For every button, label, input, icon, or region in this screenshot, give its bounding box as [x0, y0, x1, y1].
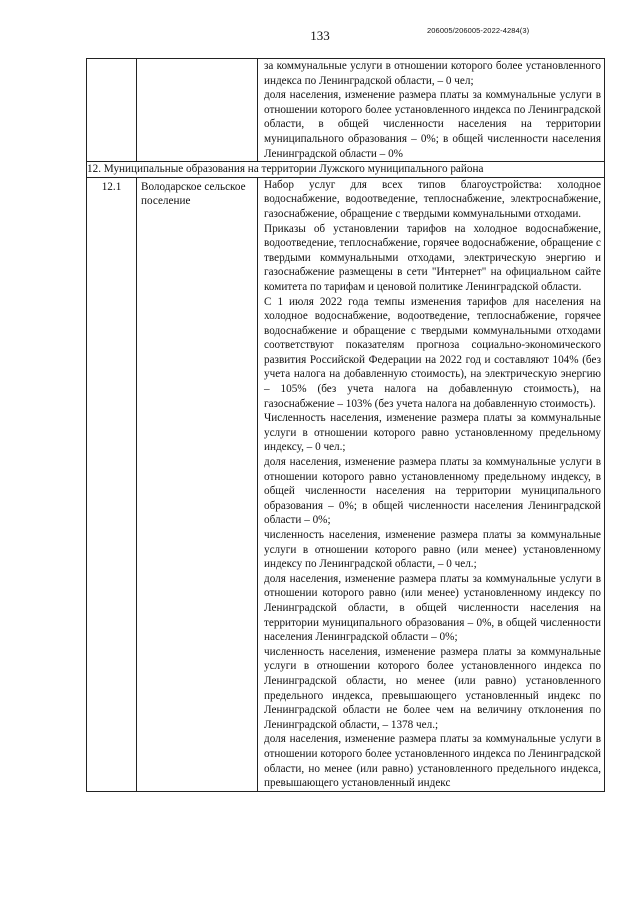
paragraph: доля населения, изменение размера платы за коммунальные услуги в отношении которого равно установленному предельному индексу, в общей численности населения на территории муниципального образования – 0%; в общей численности населения Ленинградской области – 0%;	[264, 456, 601, 527]
cell-continued-text	[258, 59, 605, 162]
row-number: 12.1	[101, 180, 122, 193]
paragraph: доля населения, изменение размера платы за коммунальные услуги в отношении которого более установленного индекса по Ленинградской области, в общей численности населения на территории муниципального образования – 0%; в общей численности населения Ленинградской области – 0%	[264, 89, 601, 160]
paragraph: Набор услуг для всех типов благоустройства: холодное водоснабжение, водоотведение, теплоснабжение, электроснабжение, газоснабжение, обращение с твердыми коммунальными отходами.	[264, 178, 601, 220]
section-heading: 12. Муниципальные образования на территории Лужского муниципального района	[87, 162, 605, 178]
tariff-table	[86, 58, 605, 792]
page-number: 133	[310, 28, 330, 43]
paragraph: Приказы об установлении тарифов на холодное водоснабжение, водоотведение, теплоснабжение, горячее водоснабжение, обращение с твердыми коммунальными отходами, электрическую энергию и газоснабжение размещены в сети "Интернет" на официальном сайте комитета по тарифам и ценовой политике Ленинградской области.	[264, 222, 601, 293]
paragraph: за коммунальные услуги в отношении которого более установленного индекса по Ленинградской области, – 0 чел;	[264, 60, 601, 87]
cell-name-empty	[137, 59, 258, 162]
cell-number	[87, 177, 137, 791]
cell-description	[258, 177, 605, 791]
municipality-name: Володарское сельское поселение	[141, 180, 246, 208]
cell-name	[137, 177, 258, 791]
paragraph: Численность населения, изменение размера платы за коммунальные услуги в отношении которого равно установленному предельному индексу, – 0 чел.;	[264, 412, 601, 454]
paragraph: доля населения, изменение размера платы за коммунальные услуги в отношении которого более установленного индекса по Ленинградской области, но менее (или равно) установленного предельного индекса, превышающего установленный индекс	[264, 733, 601, 790]
paragraph: численность населения, изменение размера платы за коммунальные услуги в отношении которого равно (или менее) установленному индексу по Ленинградской области, – 0 чел.;	[264, 529, 601, 571]
paragraph: численность населения, изменение размера платы за коммунальные услуги в отношении которого более установленного индекса по Ленинградской области, но менее (или равно) установленного предельного индекса, превышающего установленный индекс по Ленинградской области не более чем на величину отклонения по Ленинградской области, – 1378 чел.;	[264, 645, 601, 731]
cell-number-empty	[87, 59, 137, 162]
document-code: 206005/206005-2022-4284(3)	[427, 26, 530, 35]
table-row-section	[87, 162, 605, 178]
table-row-12-1	[87, 177, 605, 791]
paragraph: С 1 июля 2022 года темпы изменения тарифов для населения на холодное водоснабжение, водоотведение, теплоснабжение, горячее водоснабжение и обращение с твердыми коммунальными отходами соответствуют показателям прогноза социально-экономического развития Российской Федерации на 2022 год и составляют 104% (без учета налога на добавленную стоимость), на электрическую энергию – 105% (без учета налога на добавленную стоимость), на газоснабжение – 103% (без учета налога на добавленную стоимость).	[264, 295, 601, 410]
table-row-continued	[87, 59, 605, 162]
paragraph: доля населения, изменение размера платы за коммунальные услуги в отношении которого равно (или менее) установленному индексу по Ленинградской области, в общей численности населения на территории муниципального образования – 0%, в общей численности населения Ленинградской области – 0%;	[264, 572, 601, 644]
